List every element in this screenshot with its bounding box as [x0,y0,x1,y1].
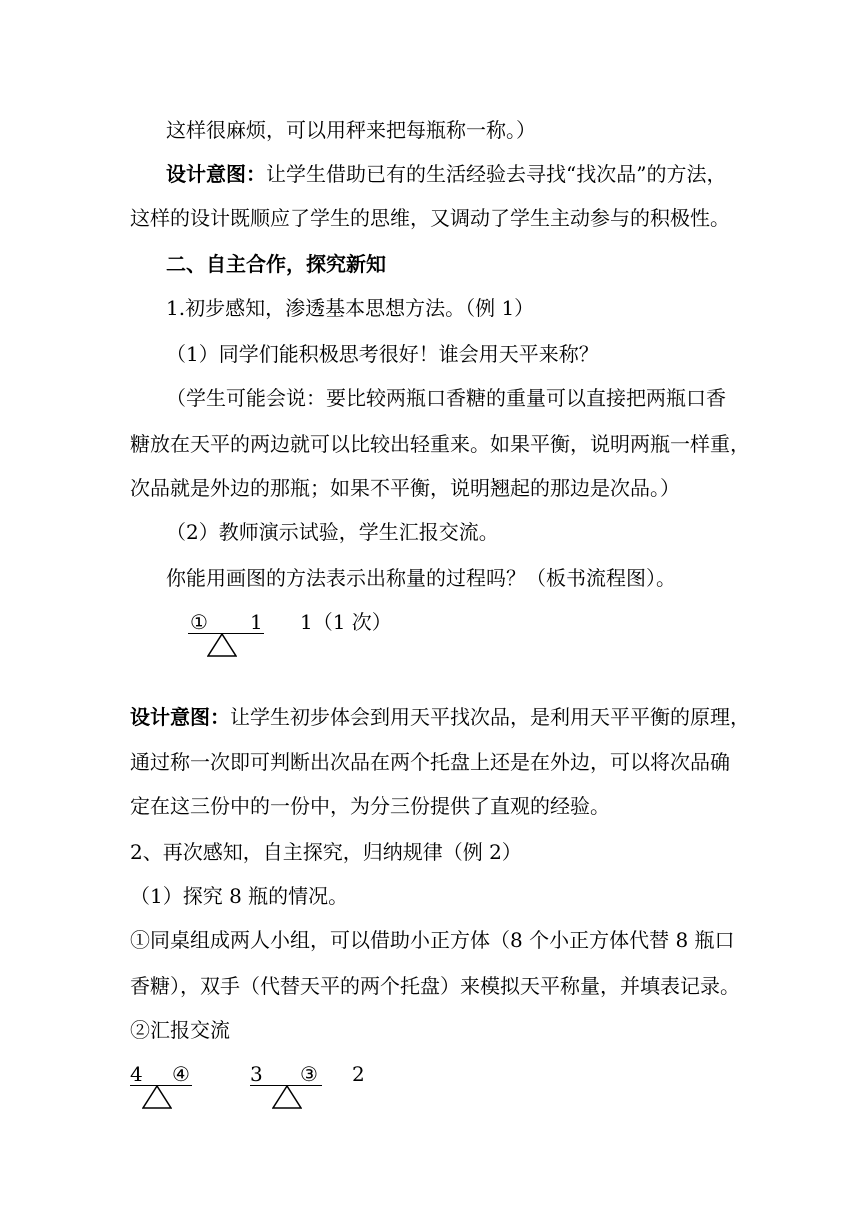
subsection-2-step-b: ②汇报交流 [130,1018,230,1042]
design-intent-2-line-3: 定在这三份中的一份中，为分三份提供了直观的经验。 [130,794,610,818]
subsection-2-item-1: （1）探究 8 瓶的情况。 [130,884,349,908]
subsection-2-step-a-line-2: 香糖），双手（代替天平的两个托盘）来模拟天平称量，并填表记录。 [130,974,740,998]
design-intent-2-label: 设计意图： [130,705,230,729]
balance-2-outside: 2 [352,1062,365,1086]
answer-1-line-1: （学生可能会说：要比较两瓶口香糖的重量可以直接把两瓶口香 [166,386,726,410]
balance-1-left-pan: ① [190,610,208,634]
design-intent-paragraph [166,160,766,188]
balance-2b-right-pan: ③ [300,1062,318,1086]
balance-2a-right-pan: ④ [172,1062,190,1086]
design-intent-2-text: 让学生初步体会到用天平找次品，是利用天平平衡的原理， [230,705,750,729]
design-intent-2-line-2: 通过称一次即可判断出次品在两个托盘上还是在外边，可以将次品确 [130,750,730,774]
design-intent-2-paragraph [130,703,750,731]
design-intent-label: 设计意图： [166,162,266,186]
subsection-2-title: 2、再次感知，自主探究，归纳规律（例 2） [130,840,522,864]
question-3: 你能用画图的方法表示出称量的过程吗？（板书流程图）。 [166,566,676,590]
balance-2b-fulcrum-icon [272,1085,302,1110]
design-intent-continuation: 这样的设计既顺应了学生的思维，又调动了学生主动参与的积极性。 [130,206,730,230]
balance-1-right-pan: 1 [250,610,263,634]
section-heading-2: 二、自主合作，探究新知 [166,252,386,276]
question-1: （1）同学们能积极思考很好！谁会用天平来称？ [166,342,599,366]
answer-1-line-2: 糖放在天平的两边就可以比较出轻重来。如果平衡，说明两瓶一样重， [130,432,750,456]
paragraph-continuation: 这样很麻烦，可以用秤来把每瓶称一称。） [166,118,536,142]
subsection-1-title: 1.初步感知，渗透基本思想方法。（例 1） [166,296,535,320]
balance-2a-fulcrum-icon [142,1085,172,1110]
balance-2b-left-pan: 3 [250,1062,263,1086]
balance-2a-left-pan: 4 [130,1062,143,1086]
question-2: （2）教师演示试验，学生汇报交流。 [166,520,499,544]
answer-1-line-3: 次品就是外边的那瓶；如果不平衡，说明翘起的那边是次品。） [130,476,680,500]
subsection-2-step-a-line-1: ①同桌组成两人小组，可以借助小正方体（8 个小正方体代替 8 瓶口 [130,928,735,952]
balance-1-outside: 1（1 次） [300,610,392,634]
balance-1-fulcrum-icon [207,633,237,658]
design-intent-text: 让学生借助已有的生活经验去寻找“找次品”的方法， [266,162,727,186]
